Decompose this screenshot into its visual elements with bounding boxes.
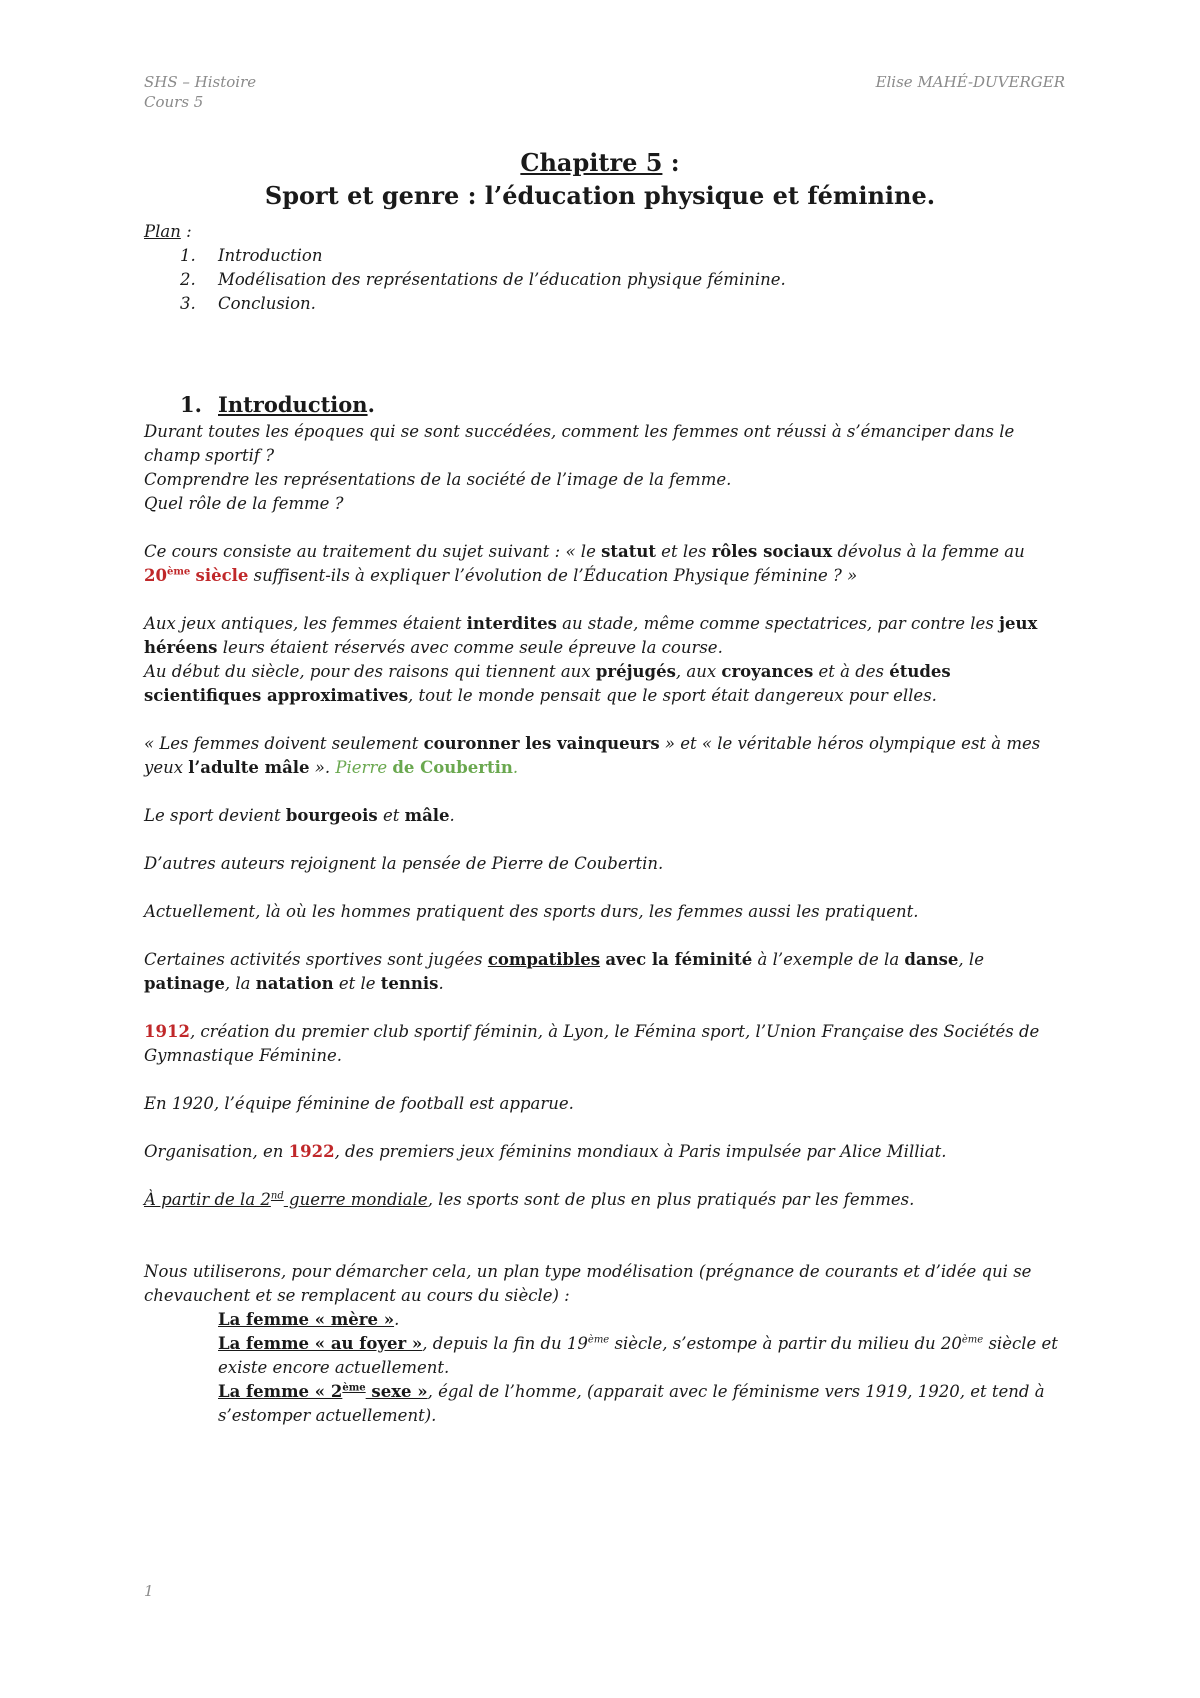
header-author: Elise MAHÉ-DUVERGER <box>875 73 1065 91</box>
subject-paragraph: Ce cours consiste au traitement du sujet suivant : « le statut et les rôles sociaux dévolus à la femme au 20ème siècle suffisent-ils à expliquer l’évolution de l’Éducation Physique féminine ? » <box>144 542 1025 585</box>
chapter-title: Chapitre 5 <box>520 148 663 177</box>
list-item: La femme « mère ». <box>180 1308 1060 1332</box>
page-number: 1 <box>144 1582 154 1600</box>
list-item: La femme « 2ème sexe », égal de l’homme, (apparait avec le féminisme vers 1919, 1920, et tend à s’estomper actuellement). <box>180 1380 1060 1428</box>
plan-label: Plan : <box>144 222 192 241</box>
header-course: SHS – Histoire <box>144 73 257 91</box>
bullet-arrow-icon <box>180 1332 218 1380</box>
intro-questions: Durant toutes les époques qui se sont succédées, comment les femmes ont réussi à s’émanciper dans le champ sportif ? Comprendre les représentations de la société de l’image de la femme. Quel rôle de la femme ? <box>144 422 1015 513</box>
list-item: 1. Introduction <box>180 246 323 265</box>
section-heading: 1. Introduction . <box>180 392 375 417</box>
bourgeois-paragraph: Le sport devient bourgeois et mâle. <box>144 806 455 825</box>
bullet-arrow-icon <box>180 1380 218 1428</box>
football-1920-paragraph: En 1920, l’équipe féminine de football est apparue. <box>144 1094 574 1113</box>
antiquity-paragraph: Aux jeux antiques, les femmes étaient interdites au stade, même comme spectatrices, par contre les jeux héréens leurs étaient réservés avec comme seule épreuve la course. Au début du siècle, pour des raisons qui tiennent aux préjugés, aux croyances et à des études scientifiques approximatives, tout le monde pensait que le sport était dangereux pour elles. <box>144 614 1038 705</box>
ww2-paragraph: À partir de la 2nd guerre mondiale, les sports sont de plus en plus pratiqués par les femmes. <box>144 1190 915 1209</box>
list-item: 2. Modélisation des représentations de l’éducation physique féminine. <box>180 270 786 289</box>
authors-paragraph: D’autres auteurs rejoignent la pensée de Pierre de Coubertin. <box>144 854 664 873</box>
model-bullets <box>180 1308 1060 1428</box>
current-paragraph: Actuellement, là où les hommes pratiquent des sports durs, les femmes aussi les pratiquent. <box>144 902 919 921</box>
bullet-arrow-icon <box>180 1308 218 1332</box>
list-item: La femme « au foyer », depuis la fin du 19ème siècle, s’estompe à partir du milieu du 20ème siècle et existe encore actuellement. <box>180 1332 1060 1380</box>
list-item: 3. Conclusion. <box>180 294 316 313</box>
header-lesson: Cours 5 <box>144 93 204 111</box>
club-1912-paragraph: 1912, création du premier club sportif féminin, à Lyon, le Fémina sport, l’Union Française des Sociétés de Gymnastique Féminine. <box>144 1022 1040 1065</box>
header-left <box>144 72 256 112</box>
activities-paragraph: Certaines activités sportives sont jugées compatibles avec la féminité à l’exemple de la danse, le patinage, la natation et le tennis. <box>144 950 984 993</box>
chapter-subtitle: Sport et genre : l’éducation physique et féminine. <box>264 181 936 210</box>
games-1922-paragraph: Organisation, en 1922, des premiers jeux féminins mondiaux à Paris impulsée par Alice Milliat. <box>144 1142 947 1161</box>
page-title: Chapitre 5 : Sport et genre : l’éducation physique et féminine. <box>0 146 1200 212</box>
coubertin-quote: « Les femmes doivent seulement couronner les vainqueurs » et « le véritable héros olympique est à mes yeux l’adulte mâle ». Pierre de Coubertin. <box>144 734 1041 777</box>
plan-intro-paragraph: Nous utiliserons, pour démarcher cela, un plan type modélisation (prégnance de courants et d’idée qui se chevauchent et se remplacent au cours du siècle) : <box>144 1262 1032 1305</box>
plan-list <box>180 244 786 316</box>
